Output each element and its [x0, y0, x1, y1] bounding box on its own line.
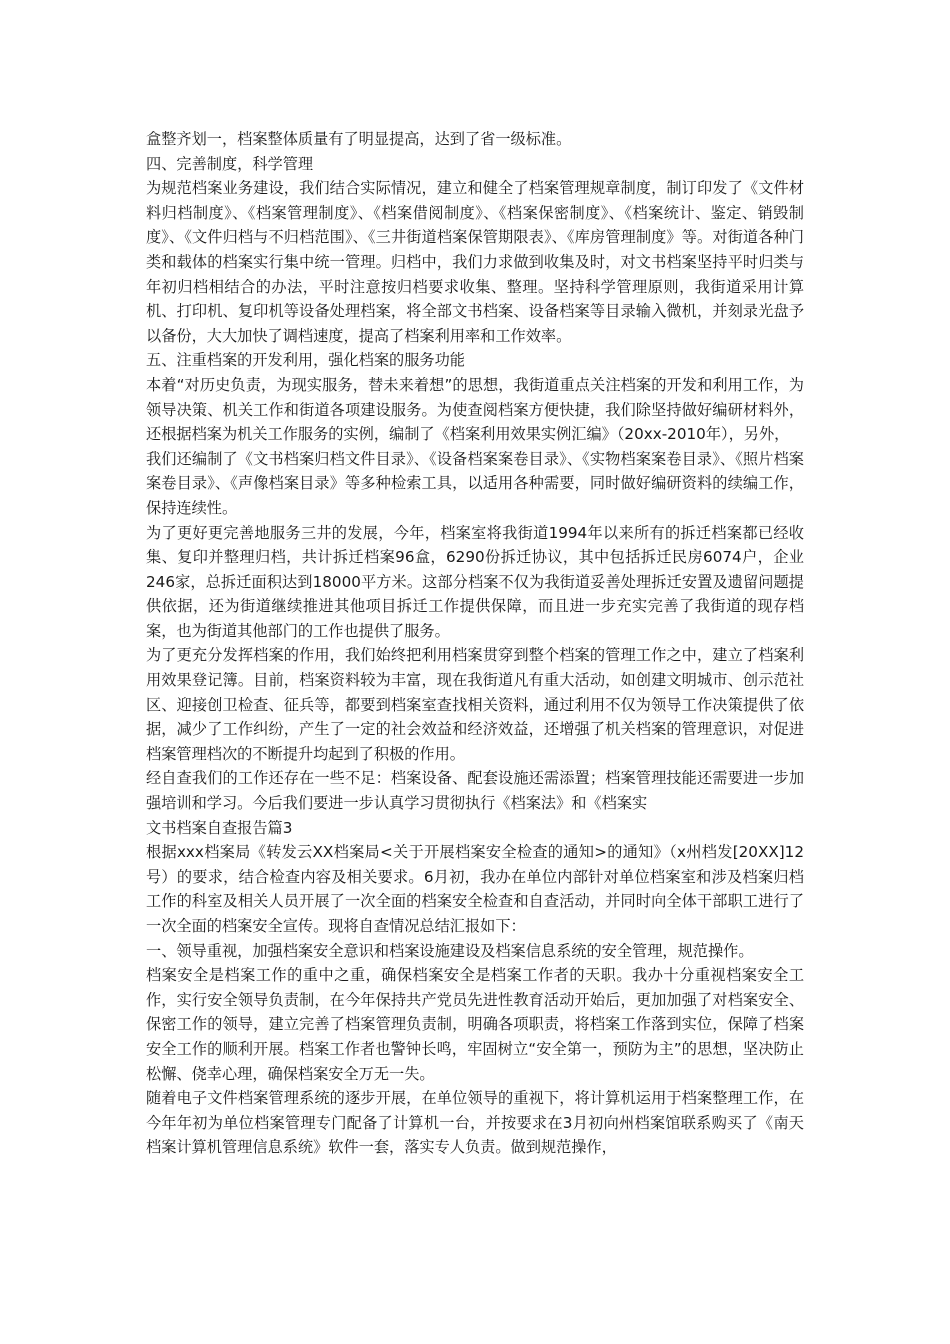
paragraph-9: 档案安全是档案工作的重中之重，确保档案安全是档案工作者的天职。我办十分重视档案安全工作，实行安全领导负责制，在今年保持共产党员先进性教育活动开始后，更加加强了对档案安全、保密工作的领导，建立完善了档案管理负责制，明确各项职责，将档案工作落到实位，保障了档案安全工作的顺利开展。档案工作者也警钟长鸣，牢固树立“安全第一，预防为主”的思想，坚决防止松懈、侥幸心理，确保档案安全万无一失。	[146, 966, 804, 1083]
paragraph-3: 本着“对历史负责，为现实服务，替未来着想”的思想，我街道重点关注档案的开发和利用工作，为领导决策、机关工作和街道各项建设服务。为使查阅档案方便快捷，我们除坚持做好编研材料外，还根据档案为机关工作服务的实例，编制了《档案利用效果实例汇编》（20xx-2010年），另外，	[146, 375, 804, 444]
document-page	[146, 127, 804, 1160]
report-title: 文书档案自查报告篇3	[146, 818, 293, 837]
section-heading-1: 一、领导重视，加强档案安全意识和档案设施建设及档案信息系统的安全管理，规范操作。	[146, 941, 754, 960]
paragraph-8: 根据xxx档案局《转发云XX档案局<关于开展档案安全检查的通知>的通知》（x州档发[20XX]12号）的要求，结合检查内容及相关要求。6月初，我办在单位内部针对单位档案室和涉及档案归档工作的科室及相关人员开展了一次全面的档案安全检查和自查活动，并同时向全体干部职工进行了一次全面的档案安全宣传。现将自查情况总结汇报如下：	[146, 843, 804, 935]
paragraph-4: 我们还编制了《文书档案归档文件目录》、《设备档案案卷目录》、《实物档案案卷目录》、《照片档案案卷目录》、《声像档案目录》等多种检索工具，以适用各种需要，同时做好编研资料的续编工作，保持连续性。	[146, 449, 804, 517]
section-heading-4: 四、完善制度，科学管理	[146, 154, 314, 173]
paragraph-1: 盒整齐划一，档案整体质量有了明显提高，达到了省一级标准。	[146, 130, 572, 148]
paragraph-5: 为了更好更完善地服务三井的发展，今年，档案室将我街道1994年以来所有的拆迁档案都已经收集、复印并整理归档，共计拆迁档案96盒，6290份拆迁协议，其中包括拆迁民房6074户，企业246家，总拆迁面积达到18000平方米。这部分档案不仅为我街道妥善处理拆迁安置及遗留问题提供依据，还为街道继续推进其他项目拆迁工作提供保障，而且进一步充实完善了我街道的现存档案，也为街道其他部门的工作也提供了服务。	[146, 523, 804, 640]
section-heading-5: 五、注重档案的开发利用，强化档案的服务功能	[146, 351, 465, 370]
paragraph-2: 为规范档案业务建设，我们结合实际情况，建立和健全了档案管理规章制度，制订印发了《文件材料归档制度》、《档案管理制度》、《档案借阅制度》、《档案保密制度》、《档案统计、鉴定、销毁制度》、《文件归档与不归档范围》、《三井街道档案保管期限表》、《库房管理制度》等。对街道各种门类和载体的档案实行集中统一管理。归档中，我们力求做到收集及时，对文书档案坚持平时归类与年初归档相结合的办法，平时注意按归档要求收集、整理。坚持科学管理原则，我街道采用计算机、打印机、复印机等设备处理档案，将全部文书档案、设备档案等目录输入微机，并刻录光盘予以备份，大大加快了调档速度，提高了档案利用率和工作效率。	[146, 179, 804, 345]
paragraph-7: 经自查我们的工作还存在一些不足：档案设备、配套设施还需添置；档案管理技能还需要进一步加强培训和学习。今后我们要进一步认真学习贯彻执行《档案法》和《档案实	[146, 769, 804, 813]
paragraph-10: 随着电子文件档案管理系统的逐步开展，在单位领导的重视下，将计算机运用于档案整理工作，在今年年初为单位档案管理专门配备了计算机一台，并按要求在3月初向州档案馆联系购买了《南天档案计算机管理信息系统》软件一套，落实专人负责。做到规范操作，	[146, 1089, 804, 1157]
paragraph-6: 为了更充分发挥档案的作用，我们始终把利用档案贯穿到整个档案的管理工作之中，建立了档案利用效果登记簿。目前，档案资料较为丰富，现在我街道凡有重大活动，如创建文明城市、创示范社区、迎接创卫检查、征兵等，都要到档案室查找相关资料，通过利用不仅为领导工作决策提供了依据，减少了工作纠纷，产生了一定的社会效益和经济效益，还增强了机关档案的管理意识，对促进档案管理档次的不断提升均起到了积极的作用。	[146, 646, 804, 763]
